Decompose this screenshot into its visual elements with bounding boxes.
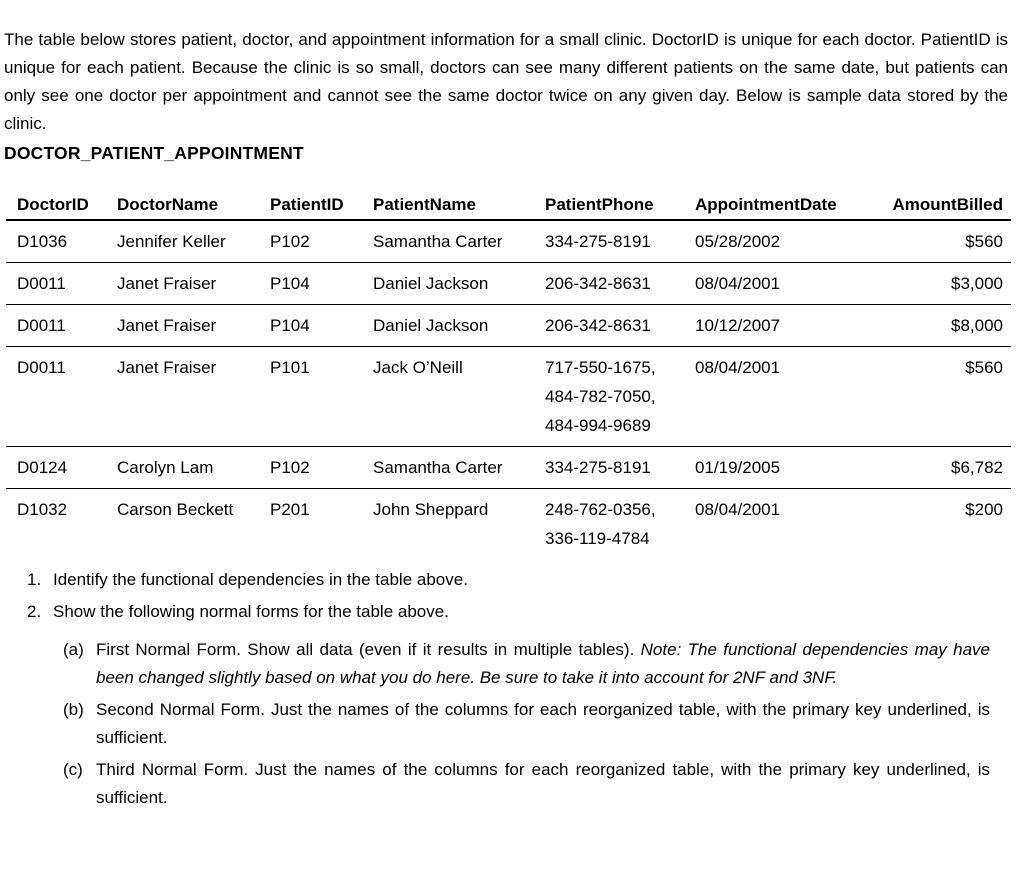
subquestion-a-label: (a) [63,640,84,659]
cell-patient-id: P104 [270,305,373,347]
cell-patient-name: Samantha Carter [373,220,545,263]
cell-doctor-id: D0011 [6,263,117,305]
cell-doctor-id: D0124 [6,447,117,489]
col-header-patient-id: PatientID [270,190,373,220]
subquestion-a-text: First Normal Form. Show all data (even if it results in multiple tables). [96,640,641,659]
question-2-text: Show the following normal forms for the table above. [53,602,449,621]
cell-amount-billed: $6,782 [871,447,1011,489]
cell-amount-billed: $560 [871,220,1011,263]
cell-patient-name: Jack O’Neill [373,347,545,447]
cell-doctor-name: Jennifer Keller [117,220,270,263]
table-row [6,263,1011,305]
cell-appointment-date: 10/12/2007 [695,305,871,347]
cell-doctor-name: Carson Beckett [117,500,234,519]
cell-patient-phone [545,447,695,489]
question-1 [0,566,1012,594]
cell-patient-name: Daniel Jackson [373,305,545,347]
cell-amount-billed: $8,000 [871,305,1011,347]
phone-line: 206-342-8631 [545,316,651,335]
subquestion-b [0,696,1012,752]
cell-patient-phone [545,263,695,305]
questions-list [0,566,1012,816]
question-1-number: 1. [27,570,42,589]
col-header-appointment-date: AppointmentDate [695,190,871,220]
phone-line: 717-550-1675, [545,358,656,377]
cell-doctor-name: Janet Fraiser [117,263,270,305]
cell-doctor-name: Janet Fraiser [117,305,270,347]
phone-line: 206-342-8631 [545,274,651,293]
cell-doctor-id: D1036 [6,220,117,263]
cell-appointment-date: 08/04/2001 [695,500,781,519]
cell-doctor-name: Carolyn Lam [117,447,270,489]
cell-doctor-id: D0011 [6,305,117,347]
cell-amount-billed: $3,000 [871,263,1011,305]
question-2 [0,598,1012,626]
table-row [6,220,1011,263]
cell-appointment-date: 01/19/2005 [695,447,871,489]
cell-patient-name: Samantha Carter [373,447,545,489]
phone-line: 334-275-8191 [545,232,651,251]
subquestion-a-body [96,636,990,692]
cell-patient-id: P101 [270,347,373,447]
subquestion-c-text: Third Normal Form. Just the names of the columns for each reorganized table, with the primary key underlined, is sufficient. [96,760,990,807]
question-2-number: 2. [27,602,42,621]
appointment-table [6,190,1011,559]
table-row [6,447,1011,489]
table-row [6,347,1011,447]
cell-patient-id: P201 [270,500,310,519]
subquestion-b-label: (b) [63,700,84,719]
table-header-row [6,190,1011,220]
phone-line: 334-275-8191 [545,458,651,477]
phone-line: 484-782-7050, [545,387,656,406]
phone-line: 336-119-4784 [545,529,650,548]
col-header-patient-name: PatientName [373,190,545,220]
cell-amount-billed: $560 [871,347,1011,447]
question-2-sublist [0,636,1012,812]
cell-patient-id: P102 [270,447,373,489]
cell-amount-billed: $200 [965,500,1003,519]
cell-appointment-date: 08/04/2001 [695,263,871,305]
cell-doctor-id: D0011 [6,347,117,447]
phone-line: 248-762-0356, [545,500,656,519]
cell-doctor-name: Janet Fraiser [117,347,270,447]
subquestion-a [0,636,1012,692]
subquestion-c [0,756,1012,812]
cell-patient-phone [545,347,695,447]
question-1-text: Identify the functional dependencies in the table above. [53,570,468,589]
table-title: DOCTOR_PATIENT_APPOINTMENT [4,143,304,163]
cell-appointment-date: 05/28/2002 [695,220,871,263]
cell-patient-phone [545,305,695,347]
cell-patient-name: John Sheppard [373,500,489,519]
col-header-patient-phone: PatientPhone [545,190,695,220]
col-header-doctor-id: DoctorID [6,190,117,220]
table-row [6,489,1011,560]
col-header-amount-billed: AmountBilled [871,190,1011,220]
phone-line: 484-994-9689 [545,416,651,435]
cell-patient-phone [545,220,695,263]
cell-patient-id: P102 [270,220,373,263]
subquestion-c-label: (c) [63,760,83,779]
cell-appointment-date: 08/04/2001 [695,347,871,447]
subquestion-b-text: Second Normal Form. Just the names of the columns for each reorganized table, with the primary key underlined, is sufficient. [96,700,990,747]
cell-patient-id: P104 [270,263,373,305]
col-header-doctor-name: DoctorName [117,190,270,220]
intro-paragraph: The table below stores patient, doctor, and appointment information for a small clinic. DoctorID is unique for each doctor. PatientID is unique for each patient. Because the clinic is so small, doctors can see many different patients on the same date, but patients can only see one doctor per appointment and cannot see the same doctor twice on any given day. Below is sample data stored by the clinic. [4,30,1008,133]
cell-doctor-id: D1032 [17,500,68,519]
cell-patient-name: Daniel Jackson [373,263,545,305]
subquestion-a-note: Note: The functional dependencies may have been changed slightly based on what you do here. Be sure to take it into account for 2NF and 3NF. [96,640,990,687]
table-row [6,305,1011,347]
cell-patient-phone [545,489,695,560]
